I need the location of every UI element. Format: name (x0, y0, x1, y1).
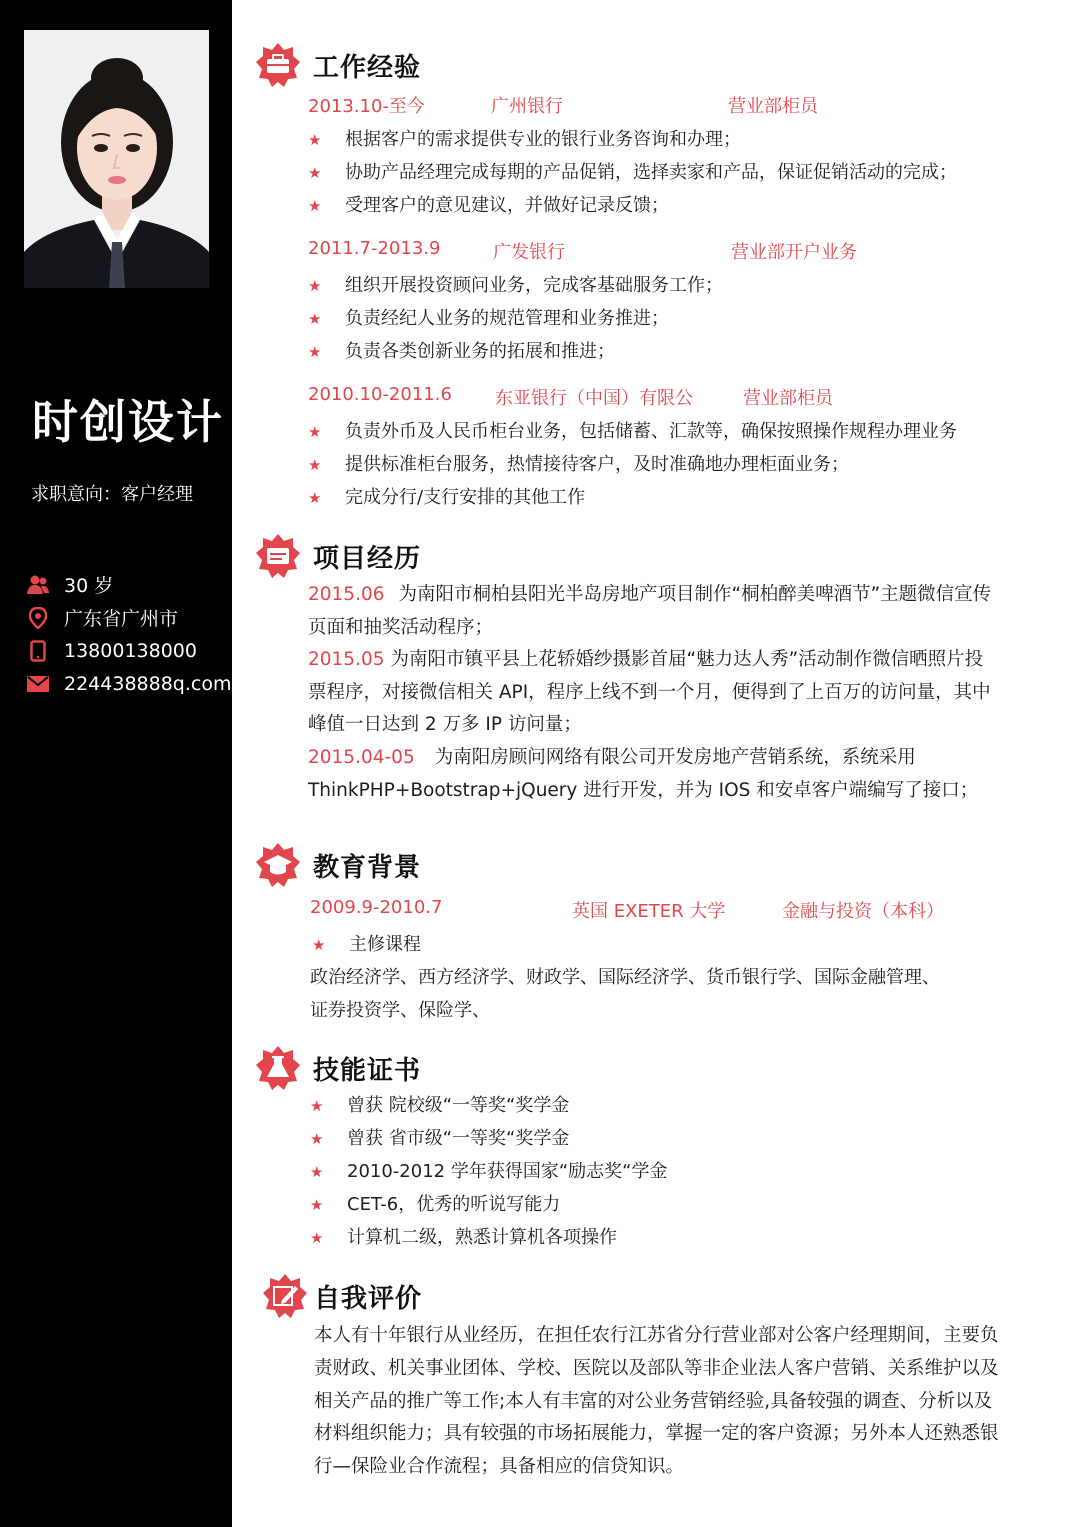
job-duty: ★ 受理客户的意见建议，并做好记录反馈； (308, 195, 669, 216)
star-icon: ★ (308, 197, 322, 215)
section-title: 技能证书 (313, 1055, 422, 1086)
skill-item: ★ 2010-2012 学年获得国家“励志奖“学金 (310, 1161, 668, 1182)
contact-text: 广东省广州市 (64, 608, 179, 630)
job-intent: 求职意向：客户经理 (31, 484, 193, 505)
project-entry (308, 742, 998, 807)
star-icon: ★ (308, 164, 322, 182)
section-skills-header (255, 1045, 421, 1091)
section-education-header (255, 842, 421, 888)
project-description: 为南阳房顾问网络有限公司开发房地产营销系统，系统采用 ThinkPHP+Bootstrap+jQuery 进行开发，并为 IOS 和安卓客户端编写了接口； (308, 747, 979, 801)
skill-item: ★ 曾获 院校级“一等奖“奖学金 (310, 1095, 570, 1116)
course-heading: ★ 主修课程 (312, 934, 421, 955)
job-date: 2011.7-2013.9 (308, 238, 441, 259)
graduation-cap-icon (255, 842, 301, 888)
education-date: 2009.9-2010.7 (310, 897, 443, 918)
star-icon: ★ (308, 489, 322, 507)
star-icon: ★ (310, 1229, 324, 1247)
skill-item: ★ 计算机二级，熟悉计算机各项操作 (310, 1227, 617, 1248)
skill-item: ★ 曾获 省市级“一等奖“奖学金 (310, 1128, 570, 1149)
section-title: 工作经验 (313, 52, 422, 83)
star-icon: ★ (308, 343, 322, 361)
section-self-header (262, 1273, 422, 1319)
job-duty: ★ 提供标准柜台服务，热情接待客户，及时准确地办理柜面业务； (308, 454, 849, 475)
job-duty: ★ 负责经纪人业务的规范管理和业务推进； (308, 308, 669, 329)
education-major: 金融与投资（本科） (782, 901, 944, 922)
contact-email (27, 667, 231, 700)
section-project-header (255, 533, 421, 579)
job-position: 营业部开户业务 (731, 242, 857, 263)
project-entry (308, 644, 998, 742)
job-date: 2010.10-2011.6 (308, 384, 452, 405)
contact-age (27, 568, 231, 601)
project-entry (308, 579, 998, 644)
profile-photo (24, 30, 209, 288)
project-date: 2015.04-05 (308, 747, 415, 768)
star-icon: ★ (312, 936, 326, 954)
mail-icon (27, 673, 49, 695)
course-list: 政治经济学、西方经济学、财政学、国际经济学、货币银行学、国际金融管理、 (310, 967, 940, 988)
phone-icon (27, 640, 49, 662)
contact-text: 224438888q.com (64, 672, 232, 695)
job-position: 营业部柜员 (728, 96, 818, 117)
flask-icon (255, 1045, 301, 1091)
folder-icon (255, 533, 301, 579)
job-position: 营业部柜员 (743, 388, 833, 409)
education-school: 英国 EXETER 大学 (572, 901, 726, 922)
project-date: 2015.06 (308, 584, 385, 605)
job-duty: ★ 组织开展投资顾问业务，完成客基础服务工作； (308, 275, 723, 296)
job-duty: ★ 根据客户的需求提供专业的银行业务咨询和办理； (308, 129, 741, 150)
candidate-name: 时创设计 (32, 395, 224, 449)
contact-phone (27, 634, 231, 667)
job-date: 2013.10-至今 (308, 96, 425, 117)
star-icon: ★ (308, 131, 322, 149)
project-date: 2015.05 (308, 649, 385, 670)
section-title: 自我评价 (314, 1283, 423, 1314)
contact-text: 30 岁 (64, 575, 114, 597)
star-icon: ★ (308, 277, 322, 295)
job-company: 东亚银行（中国）有限公 (495, 388, 693, 409)
skill-item: ★ CET-6，优秀的听说写能力 (310, 1194, 561, 1215)
course-list: 证券投资学、保险学、 (310, 1000, 490, 1021)
job-company: 广州银行 (491, 96, 563, 117)
section-title: 教育背景 (313, 852, 422, 883)
person-icon (27, 574, 49, 596)
pencil-icon (262, 1273, 308, 1319)
job-duty: ★ 负责各类创新业务的拓展和推进； (308, 341, 615, 362)
star-icon: ★ (310, 1163, 324, 1181)
contact-list (27, 568, 231, 700)
location-pin-icon (27, 607, 49, 629)
briefcase-icon (255, 42, 301, 88)
section-title: 项目经历 (313, 543, 422, 574)
star-icon: ★ (310, 1130, 324, 1148)
star-icon: ★ (308, 456, 322, 474)
star-icon: ★ (310, 1196, 324, 1214)
project-description: 为南阳市桐柏县阳光半岛房地产项目制作“桐柏醉美啤酒节”主题微信宣传页面和抽奖活动程序； (308, 584, 992, 638)
star-icon: ★ (308, 310, 322, 328)
job-duty: ★ 负责外币及人民币柜台业务，包括储蓄、汇款等，确保按照操作规程办理业务 (308, 421, 957, 442)
star-icon: ★ (308, 423, 322, 441)
job-duty: ★ 完成分行/支行安排的其他工作 (308, 487, 586, 508)
self-evaluation-text: 本人有十年银行从业经历，在担任农行江苏省分行营业部对公客户经理期间，主要负责财政、机关事业团体、学校、医院以及部队等非企业法人客户营销、关系维护以及相关产品的推广等工作;本人有丰富的对公业务营销经验,具备较强的调查、分析以及材料组织能力；具有较强的市场拓展能力，掌握一定的客户资源；另外本人还熟悉银行—保险业合作流程；具备相应的信贷知识。 (314, 1325, 999, 1478)
section-work-header (255, 42, 421, 88)
sidebar (0, 0, 232, 1527)
project-description: 为南阳市镇平县上花轿婚纱摄影首届“魅力达人秀”活动制作微信晒照片投票程序，对接微信相关 API，程序上线不到一个月，便得到了上百万的访问量，其中峰值一日达到 2 万多 IP 访问量； (308, 649, 991, 735)
star-icon: ★ (310, 1097, 324, 1115)
job-duty: ★ 协助产品经理完成每期的产品促销，选择卖家和产品，保证促销活动的完成； (308, 162, 957, 183)
contact-text: 13800138000 (64, 639, 197, 662)
contact-location (27, 601, 231, 634)
job-company: 广发银行 (493, 242, 565, 263)
